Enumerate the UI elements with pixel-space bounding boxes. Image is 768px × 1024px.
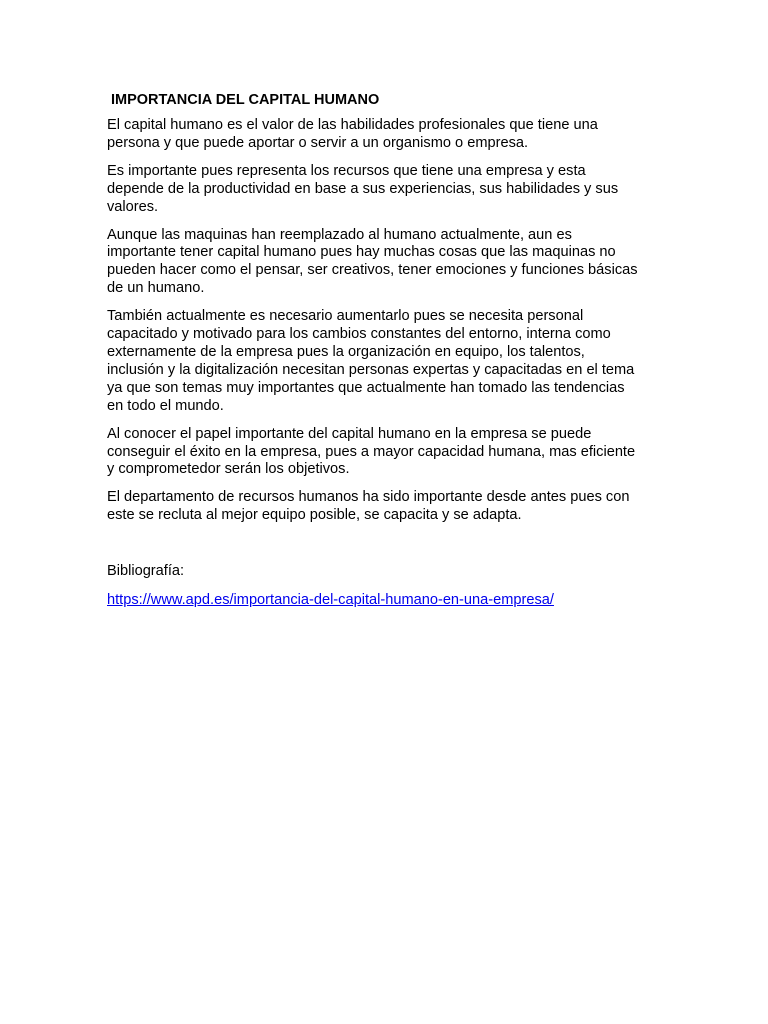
paragraph-line: externamente de la empresa pues la organización en equipo, los talentos, <box>107 343 585 360</box>
paragraph-3 <box>107 227 667 299</box>
paragraph-line: ya que son temas muy importantes que actualmente han tomado las tendencias <box>107 379 625 396</box>
paragraph-4 <box>107 308 667 415</box>
paragraph-line: El capital humano es el valor de las habilidades profesionales que tiene una <box>107 117 598 133</box>
paragraph-line: inclusión y la digitalización necesitan personas expertas y capacitadas en el tema <box>107 361 635 378</box>
paragraph-line: y comprometedor serán los objetivos. <box>107 461 350 478</box>
document-page <box>107 91 667 610</box>
paragraph-line: capacitado y motivado para los cambios constantes del entorno, interna como <box>107 326 611 343</box>
paragraph-line: depende de la productividad en base a sus experiencias, sus habilidades y sus <box>107 180 619 197</box>
paragraph-line: También actualmente es necesario aumentarlo pues se necesita personal <box>107 308 584 325</box>
paragraph-5 <box>107 426 667 480</box>
paragraph-line: en todo el mundo. <box>107 397 224 414</box>
paragraph-line: Es importante pues representa los recursos que tiene una empresa y esta <box>107 162 586 179</box>
paragraph-line: Aunque las maquinas han reemplazado al humano actualmente, aun es <box>107 226 572 243</box>
bibliography-label: Bibliografía: <box>107 563 185 580</box>
paragraph-1 <box>107 117 667 153</box>
paragraph-line: pueden hacer como el pensar, ser creativos, tener emociones y funciones básicas <box>107 262 638 279</box>
paragraph-line: conseguir el éxito en la empresa, pues a mayor capacidad humana, mas eficiente <box>107 443 636 460</box>
paragraph-line: El departamento de recursos humanos ha sido importante desde antes pues con <box>107 489 630 506</box>
paragraph-line: de un humano. <box>107 280 205 297</box>
document-title: IMPORTANCIA DEL CAPITAL HUMANO <box>111 92 380 108</box>
paragraph-line: este se recluta al mejor equipo posible, se capacita y se adapta. <box>107 507 522 524</box>
paragraph-line: valores. <box>107 198 159 215</box>
paragraph-line: importante tener capital humano pues hay muchas cosas que las maquinas no <box>107 244 616 261</box>
paragraph-2 <box>107 163 667 217</box>
paragraph-line: Al conocer el papel importante del capital humano en la empresa se puede <box>107 425 592 442</box>
bibliography-link[interactable]: https://www.apd.es/importancia-del-capital-humano-en-una-empresa/ <box>107 592 554 609</box>
paragraph-6 <box>107 489 667 525</box>
spacer <box>107 535 667 563</box>
paragraph-line: persona y que puede aportar o servir a un organismo o empresa. <box>107 134 529 151</box>
